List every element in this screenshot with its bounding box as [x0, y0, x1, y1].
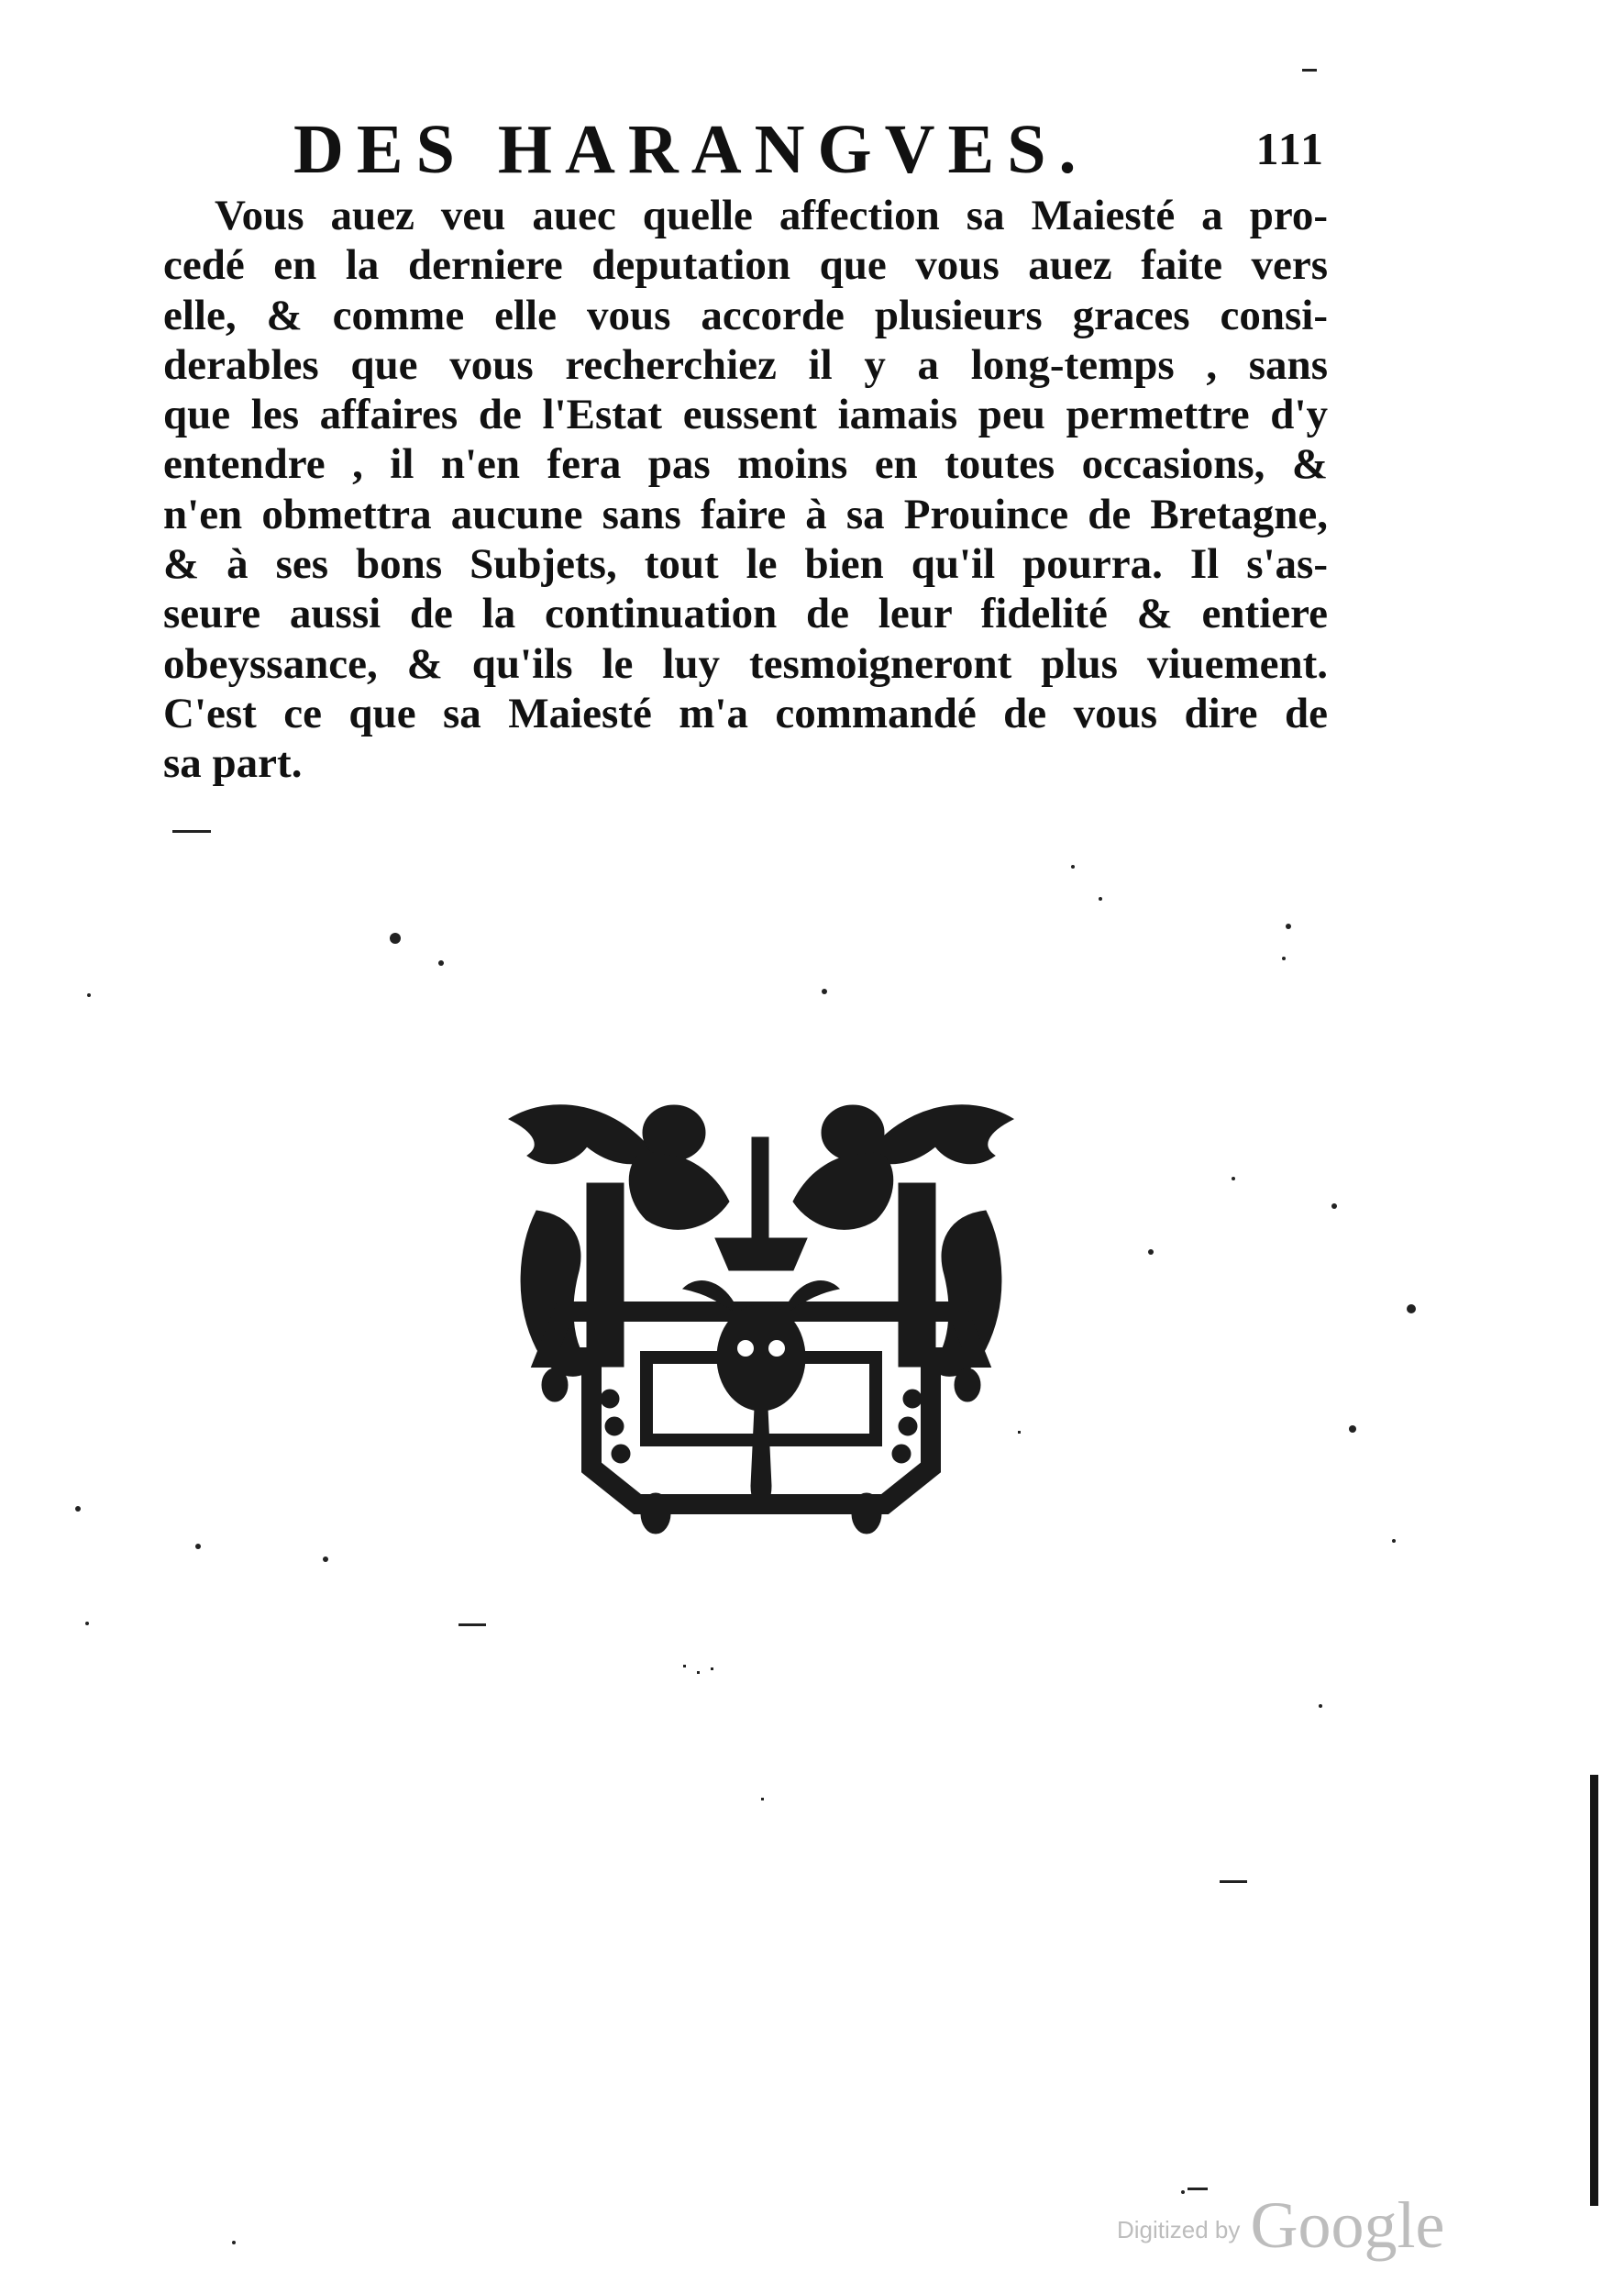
text-line: & à ses bons Subjets, tout le bien qu'il pourra. Il s'as- [163, 540, 1328, 589]
text-line: Vous auez veu auec quelle affection sa Maiesté a pro- [215, 192, 1328, 239]
text-line: que les affaires de l'Estat eussent iamais peu permettre d'y [163, 391, 1328, 439]
text-line: cedé en la derniere deputation que vous auez faite vers [163, 241, 1328, 290]
text-line: entendre , il n'en fera pas moins en toutes occasions, & [163, 440, 1328, 489]
watermark-prefix: Digitized by [1117, 2216, 1241, 2243]
text-line: elle, & comme elle vous accorde plusieurs graces consi- [163, 291, 1328, 339]
digitized-watermark [1117, 2188, 1444, 2261]
text-line: seure aussi de la continuation de leur fidelité & entiere [163, 590, 1328, 638]
page-number: 111 [1255, 123, 1325, 174]
running-head [293, 108, 1325, 191]
page-edge-shadow [1590, 1775, 1598, 2206]
running-title: DES HARANGVES. [293, 111, 1089, 188]
text-line: derables que vous recherchiez il y a long-temps , sans [163, 340, 1328, 389]
text-line: n'en obmettra aucune sans faire à sa Prouince de Bretagne, [163, 490, 1328, 538]
tailpiece-ornament-icon [500, 1082, 1022, 1568]
text-line: sa part. [163, 739, 303, 788]
body-paragraph [163, 191, 1328, 789]
google-logo: Google [1250, 2188, 1445, 2262]
text-line: C'est ce que sa Maiesté m'a commandé de vous dire de [163, 689, 1328, 737]
text-line: obeyssance, & qu'ils le luy tesmoigneront plus viuement. [163, 639, 1328, 688]
